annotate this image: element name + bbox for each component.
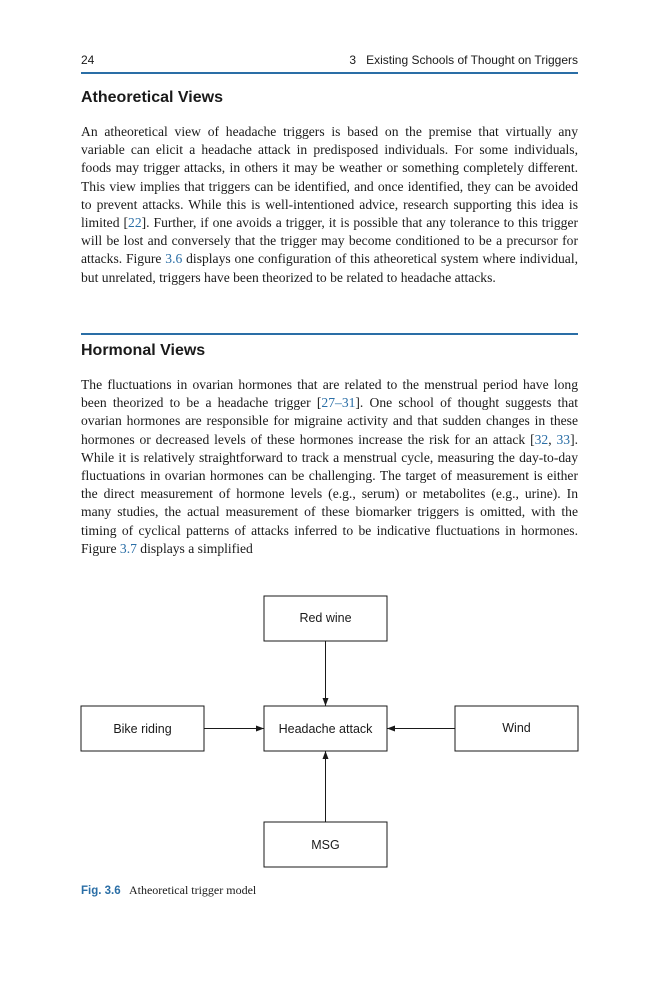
citation-link[interactable]: 22 [128,215,142,231]
node-wind-label: Wind [502,721,531,735]
paragraph-text: The fluctuations in ovarian hormones that are related to the menstrual period have long been theorized to be a headache trigger [ [81,377,578,411]
citation-link[interactable]: 3.7 [119,540,137,556]
paragraph-text: ]. Further, if one avoids a trigger, it is possible that any tolerance to this trigger will be lost and conversely that the trigger may become conditioned to be a precursor for attacks. Figure [81,215,579,267]
chapter-title: 3 Existing Schools of Thought on Triggers [349,53,578,67]
paragraph-text: ]. One school of thought suggests that ovarian hormones are responsible for migraine activity and that sudden changes in these hormones or decreased levels of these hormones increase the risk for an attack [ [81,395,579,447]
page-number: 24 [81,53,95,67]
figure-caption-label: Fig. 3.6 [81,885,121,897]
node-red-wine [264,596,387,641]
section-title-atheoretical: Atheoretical Views [81,89,223,106]
node-bike-riding [81,706,204,751]
node-headache-attack [264,706,387,751]
citation-link[interactable]: 32 [534,431,549,447]
paragraph-text: ]. While it is relatively straightforward to track a menstrual cycle, measuring the day-to-day fluctuations in ovarian hormones can be challenging. The target of measurement is either the direct measurement of hormone levels (e.g., serum) or metabolites (e.g., urine). In many studies, the actual measurement of these biomarker triggers is omitted, with the timing of cyclical patterns of attacks inferred to be indicative fluctuations in hormones. Figure [81,431,579,556]
paragraph-text: displays one configuration of this atheoretical system where individual, but unrelated, triggers have been theorized to be related to headache attacks. [81,251,579,285]
paragraph-text: , [548,431,557,447]
node-bike-riding-label: Bike riding [113,722,172,736]
paragraph-text: displays a simplified [136,540,253,556]
node-wind [455,706,578,751]
node-msg-label: MSG [311,838,340,852]
node-headache-attack-label: Headache attack [278,722,373,736]
citation-link[interactable]: 33 [556,431,571,447]
node-msg [264,822,387,867]
citation-link[interactable]: 3.6 [165,251,183,267]
paragraph-text: An atheoretical view of headache triggers is based on the premise that virtually any variable can elicit a headache attack in predisposed individuals. For some individuals, foods may trigger attacks, in others it may be weather or something completely different. This view implies that triggers can be identified, and once identified, they can be avoided to prevent attacks. While this is well-intentioned advice, research supporting this idea is limited [ [81,124,578,231]
section-title-hormonal: Hormonal Views [81,342,206,359]
figure-caption-text: Atheoretical trigger model [128,883,257,897]
figure-caption [81,882,256,899]
citation-link[interactable]: 27–31 [321,395,356,411]
node-red-wine-label: Red wine [299,611,352,625]
